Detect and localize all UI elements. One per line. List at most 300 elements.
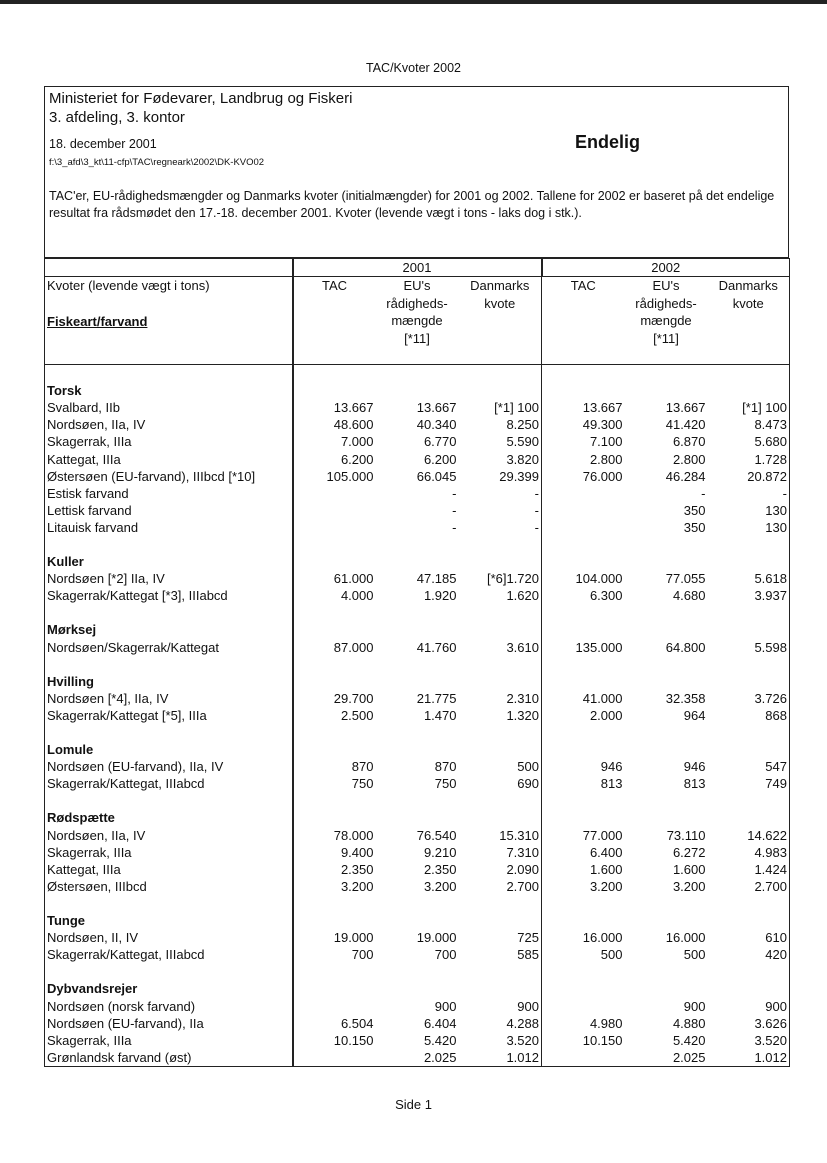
empty-cell	[293, 741, 376, 758]
area-label: Kattegat, IIIa	[47, 451, 121, 467]
ministry-line-2: 3. afdeling, 3. kontor	[49, 109, 185, 126]
spacer-cell	[625, 365, 708, 383]
table-row	[45, 827, 790, 844]
spacer-cell	[542, 536, 625, 553]
value-cell: 2.800	[672, 451, 706, 467]
spacer-cell	[542, 895, 625, 912]
value-cell	[293, 1049, 376, 1067]
value-cell: 73.110	[666, 827, 706, 843]
spacer-cell	[542, 604, 625, 621]
spacer-cell	[459, 604, 542, 621]
value-cell: 3.200	[423, 878, 457, 894]
row-label-header	[45, 277, 293, 365]
value-cell: 3.520	[459, 1032, 542, 1049]
empty-cell	[293, 980, 376, 997]
spacer-row	[45, 792, 790, 809]
value-cell: 4.880	[672, 1015, 706, 1031]
value-cell: 2.700	[754, 878, 787, 894]
value-cell: 10.150	[293, 1032, 376, 1049]
section-heading-row	[45, 741, 790, 758]
value-cell: 725	[459, 929, 542, 946]
spacer-cell	[708, 365, 790, 383]
table-row	[45, 639, 790, 656]
spacer-cell	[293, 536, 376, 553]
value-cell: 20.872	[747, 468, 787, 484]
value-cell: 5.420	[672, 1032, 706, 1048]
value-cell: 3.820	[459, 450, 542, 467]
spacer-cell	[542, 963, 625, 980]
spacer-cell	[45, 365, 293, 383]
spacer-cell	[293, 365, 376, 383]
table-row	[45, 587, 790, 604]
empty-cell	[542, 741, 625, 758]
spacer-cell	[625, 963, 708, 980]
empty-cell	[708, 553, 790, 570]
section-title: Rødspætte	[47, 810, 115, 826]
value-cell: 1.012	[459, 1049, 542, 1067]
value-cell: 19.000	[293, 929, 376, 946]
value-cell: 2.000	[589, 707, 623, 723]
section-heading-row	[45, 553, 790, 570]
value-cell: 5.598	[754, 639, 787, 655]
area-label: Skagerrak, IIIa	[47, 1032, 132, 1048]
value-cell: 29.399	[459, 468, 542, 485]
spacer-cell	[459, 895, 542, 912]
value-cell: 610	[765, 930, 787, 946]
value-cell: 19.000	[416, 930, 457, 946]
value-cell: [*1] 100	[459, 399, 542, 416]
spacer-row	[45, 656, 790, 673]
value-cell: 6.504	[293, 1015, 376, 1032]
empty-cell	[625, 673, 708, 690]
value-cell: 5.590	[459, 433, 542, 450]
value-cell: 13.667	[582, 400, 623, 416]
spacer-cell	[459, 724, 542, 741]
table-body	[45, 365, 790, 1067]
section-title: Lomule	[47, 742, 94, 758]
value-cell: 41.420	[665, 417, 706, 433]
table-row	[45, 844, 790, 861]
value-cell: 66.045	[416, 468, 457, 484]
species-area-label: Fiskeart/farvand	[47, 313, 148, 329]
empty-cell	[542, 553, 625, 570]
section-title: Hvilling	[47, 673, 94, 689]
spacer-cell	[708, 895, 790, 912]
section-title: Torsk	[47, 383, 82, 399]
document-title: TAC/Kvoter 2002	[366, 61, 461, 75]
empty-cell	[459, 553, 542, 570]
value-cell: [*6]1.720	[459, 570, 542, 587]
empty-cell	[625, 912, 708, 929]
value-cell: 61.000	[293, 570, 376, 587]
value-cell	[542, 485, 625, 502]
empty-cell	[625, 809, 708, 826]
value-cell: 1.012	[754, 1049, 787, 1065]
table-row	[45, 929, 790, 946]
empty-cell	[542, 980, 625, 997]
value-cell: 104.000	[575, 571, 623, 587]
value-cell: 700	[434, 947, 457, 963]
col-dk-2001: Danmarks kvote	[459, 277, 542, 365]
ministry-line-1: Ministeriet for Fødevarer, Landbrug og Fiskeri	[49, 90, 353, 107]
value-cell	[293, 997, 376, 1014]
value-cell: 76.000	[582, 468, 623, 484]
table-row	[45, 758, 790, 775]
value-cell: 900	[765, 998, 787, 1014]
table-row	[45, 1032, 790, 1049]
value-cell: 2.700	[459, 878, 542, 895]
value-cell: 13.667	[665, 400, 706, 416]
spacer-cell	[625, 792, 708, 809]
value-cell: 46.284	[665, 468, 706, 484]
value-cell: 9.210	[423, 844, 457, 860]
spacer-cell	[542, 656, 625, 673]
value-cell: 76.540	[416, 827, 457, 843]
unit-label: Kvoter (levende vægt i tons)	[47, 278, 210, 293]
value-cell: 49.300	[582, 417, 623, 433]
value-cell: 3.626	[754, 1015, 787, 1031]
value-cell: 2.350	[293, 861, 376, 878]
value-cell: -	[701, 485, 706, 501]
area-label: Skagerrak/Kattegat [*3], IIIabcd	[47, 588, 228, 604]
value-cell	[542, 997, 625, 1014]
spacer-cell	[459, 536, 542, 553]
value-cell: 3.200	[672, 878, 706, 894]
value-cell: 87.000	[293, 639, 376, 656]
value-cell: 547	[765, 759, 787, 775]
empty-cell	[293, 809, 376, 826]
value-cell: 1.920	[423, 588, 457, 604]
spacer-cell	[625, 895, 708, 912]
value-cell	[293, 519, 376, 536]
value-cell: 4.288	[459, 1015, 542, 1032]
value-cell: 2.350	[423, 861, 457, 877]
section-heading-row	[45, 809, 790, 826]
value-cell: 29.700	[293, 690, 376, 707]
empty-cell	[708, 621, 790, 638]
empty-cell	[459, 673, 542, 690]
area-label: Østersøen, IIIbcd	[47, 878, 147, 894]
spacer-cell	[625, 724, 708, 741]
value-cell: 135.000	[575, 639, 623, 655]
value-cell: 1.424	[754, 861, 787, 877]
quota-table	[44, 258, 790, 1067]
value-cell: 5.680	[754, 434, 787, 450]
value-cell: 350	[683, 502, 706, 518]
value-cell: 15.310	[459, 827, 542, 844]
year-header-blank	[45, 259, 293, 277]
table-row	[45, 690, 790, 707]
value-cell: -	[452, 485, 457, 501]
status-label: Endelig	[575, 132, 641, 152]
section-heading-row	[45, 912, 790, 929]
value-cell: 2.310	[459, 690, 542, 707]
spacer-row	[45, 536, 790, 553]
empty-cell	[376, 382, 459, 399]
area-label: Nordsøen (EU-farvand), IIa, IV	[47, 759, 224, 775]
value-cell: 900	[683, 998, 706, 1014]
value-cell: 41.000	[582, 690, 623, 706]
value-cell: 47.185	[416, 571, 457, 587]
spacer-cell	[459, 365, 542, 383]
value-cell	[293, 485, 376, 502]
spacer-cell	[459, 656, 542, 673]
value-cell: 77.055	[665, 571, 706, 587]
spacer-row	[45, 724, 790, 741]
value-cell: -	[459, 485, 542, 502]
spacer-cell	[45, 604, 293, 621]
year-2001: 2001	[293, 259, 542, 277]
value-cell: 585	[459, 946, 542, 963]
area-label: Svalbard, IIb	[47, 400, 120, 416]
spacer-cell	[376, 604, 459, 621]
value-cell: 7.100	[589, 434, 623, 450]
value-cell: 40.340	[416, 417, 457, 433]
empty-cell	[542, 912, 625, 929]
spacer-cell	[45, 656, 293, 673]
value-cell: 2.090	[459, 861, 542, 878]
value-cell: 750	[434, 776, 457, 792]
empty-cell	[293, 621, 376, 638]
area-label: Skagerrak/Kattegat [*5], IIIa	[47, 707, 207, 723]
empty-cell	[376, 673, 459, 690]
value-cell: -	[459, 519, 542, 536]
spacer-cell	[45, 724, 293, 741]
area-label: Nordsøen, IIa, IV	[47, 417, 146, 433]
area-label: Kattegat, IIIa	[47, 861, 121, 877]
spacer-cell	[45, 792, 293, 809]
spacer-cell	[459, 963, 542, 980]
value-cell: 6.400	[589, 844, 623, 860]
spacer-row	[45, 604, 790, 621]
area-label: Nordsøen [*4], IIa, IV	[47, 690, 169, 706]
value-cell: 4.980	[589, 1015, 623, 1031]
spacer-cell	[708, 536, 790, 553]
value-cell: 3.726	[754, 690, 787, 706]
value-cell: 900	[434, 998, 457, 1014]
empty-cell	[376, 553, 459, 570]
value-cell: 6.200	[423, 451, 457, 467]
table-row	[45, 1015, 790, 1032]
spacer-cell	[542, 365, 625, 383]
spacer-cell	[45, 536, 293, 553]
spacer-cell	[708, 792, 790, 809]
spacer-cell	[45, 963, 293, 980]
value-cell: 6.300	[589, 588, 623, 604]
area-label: Nordsøen (norsk farvand)	[47, 998, 196, 1014]
value-cell: 350	[683, 519, 706, 535]
spacer-cell	[293, 963, 376, 980]
table-row	[45, 878, 790, 895]
spacer-cell	[293, 604, 376, 621]
table-row	[45, 433, 790, 450]
empty-cell	[293, 382, 376, 399]
table-row	[45, 502, 790, 519]
empty-cell	[625, 621, 708, 638]
col-tac-2001: TAC	[293, 277, 376, 365]
value-cell	[293, 502, 376, 519]
value-cell: 13.667	[416, 400, 457, 416]
section-heading-row	[45, 621, 790, 638]
spacer-cell	[376, 724, 459, 741]
spacer-cell	[708, 604, 790, 621]
value-cell: -	[782, 485, 787, 501]
value-cell: 6.200	[293, 450, 376, 467]
value-cell: 41.760	[416, 639, 457, 655]
value-cell: -	[452, 519, 457, 535]
area-label: Nordsøen, II, IV	[47, 930, 139, 946]
page-number: Side 1	[395, 1097, 432, 1112]
value-cell: 4.983	[754, 844, 787, 860]
value-cell: 16.000	[665, 930, 706, 946]
spacer-cell	[376, 365, 459, 383]
value-cell	[542, 502, 625, 519]
empty-cell	[542, 382, 625, 399]
empty-cell	[708, 912, 790, 929]
value-cell: 3.520	[754, 1032, 787, 1048]
value-cell: 2.025	[423, 1049, 457, 1065]
value-cell: 1.728	[754, 451, 787, 467]
value-cell: 77.000	[582, 827, 623, 843]
value-cell: 1.600	[589, 861, 623, 877]
spacer-cell	[293, 724, 376, 741]
value-cell: 32.358	[665, 690, 706, 706]
year-header-row	[45, 259, 790, 277]
section-title: Tunge	[47, 913, 86, 929]
spacer-cell	[459, 792, 542, 809]
empty-cell	[459, 912, 542, 929]
value-cell: 4.000	[293, 587, 376, 604]
empty-cell	[376, 912, 459, 929]
empty-cell	[293, 673, 376, 690]
value-cell: 750	[293, 775, 376, 792]
spacer-cell	[376, 536, 459, 553]
spacer-cell	[293, 895, 376, 912]
table-row	[45, 861, 790, 878]
empty-cell	[542, 809, 625, 826]
value-cell: 813	[600, 776, 623, 792]
empty-cell	[625, 553, 708, 570]
value-cell: 500	[459, 758, 542, 775]
empty-cell	[542, 673, 625, 690]
header-box	[44, 86, 789, 258]
value-cell: 870	[293, 758, 376, 775]
section-heading-row	[45, 673, 790, 690]
value-cell: 7.310	[459, 844, 542, 861]
value-cell: 5.420	[423, 1032, 457, 1048]
area-label: Østersøen (EU-farvand), IIIbcd [*10]	[47, 468, 256, 484]
value-cell: 3.200	[293, 878, 376, 895]
spacer-cell	[708, 724, 790, 741]
value-cell: 2.500	[293, 707, 376, 724]
value-cell: 6.404	[423, 1015, 457, 1031]
area-label: Skagerrak, IIIa	[47, 434, 132, 450]
spacer-cell	[708, 656, 790, 673]
area-label: Estisk farvand	[47, 485, 129, 501]
value-cell: 6.870	[672, 434, 706, 450]
value-cell: 14.622	[747, 827, 787, 843]
value-cell: 1.320	[459, 707, 542, 724]
spacer-cell	[542, 724, 625, 741]
spacer-cell	[293, 656, 376, 673]
spacer-cell	[542, 792, 625, 809]
spacer-cell	[376, 792, 459, 809]
spacer-cell	[625, 536, 708, 553]
table-row	[45, 997, 790, 1014]
value-cell: 500	[600, 947, 623, 963]
value-cell: 1.470	[423, 707, 457, 723]
empty-cell	[625, 980, 708, 997]
value-cell: 7.000	[293, 433, 376, 450]
table-row	[45, 707, 790, 724]
value-cell: 2.025	[672, 1049, 706, 1065]
column-header-row	[45, 277, 790, 365]
value-cell: 13.667	[293, 399, 376, 416]
area-label: Skagerrak, IIIa	[47, 844, 132, 860]
empty-cell	[459, 980, 542, 997]
table-row	[45, 416, 790, 433]
section-title: Dybvandsrejer	[47, 981, 138, 997]
section-title: Kuller	[47, 554, 84, 570]
area-label: Nordsøen [*2] IIa, IV	[47, 571, 165, 587]
value-cell: 3.937	[754, 588, 787, 604]
area-label: Litauisk farvand	[47, 519, 139, 535]
scan-top-edge	[0, 0, 827, 4]
empty-cell	[376, 741, 459, 758]
empty-cell	[376, 809, 459, 826]
empty-cell	[625, 382, 708, 399]
empty-cell	[625, 741, 708, 758]
value-cell: 64.800	[665, 639, 706, 655]
value-cell: 130	[765, 502, 787, 518]
area-label: Skagerrak/Kattegat, IIIabcd	[47, 947, 205, 963]
table-row	[45, 775, 790, 792]
col-dk-2002: Danmarks kvote	[708, 277, 790, 365]
year-2002: 2002	[542, 259, 790, 277]
value-cell: 8.473	[754, 417, 787, 433]
value-cell: 48.600	[293, 416, 376, 433]
value-cell: 420	[765, 947, 787, 963]
value-cell: 1.620	[459, 587, 542, 604]
value-cell: 870	[434, 759, 457, 775]
value-cell: 964	[683, 707, 706, 723]
empty-cell	[293, 553, 376, 570]
document-date: 18. december 2001	[49, 137, 157, 151]
value-cell: 2.800	[589, 451, 623, 467]
empty-cell	[708, 809, 790, 826]
col-eu-2002: EU's rådigheds- mængde [*11]	[625, 277, 708, 365]
value-cell: 8.250	[459, 416, 542, 433]
section-heading-row	[45, 382, 790, 399]
value-cell: 1.600	[672, 861, 706, 877]
value-cell: [*1] 100	[742, 400, 787, 416]
empty-cell	[542, 621, 625, 638]
spacer-cell	[376, 963, 459, 980]
col-eu-2001: EU's rådigheds- mængde [*11]	[376, 277, 459, 365]
spacer-cell	[376, 656, 459, 673]
section-heading-row	[45, 980, 790, 997]
value-cell: 3.200	[589, 878, 623, 894]
area-label: Lettisk farvand	[47, 502, 132, 518]
area-label: Nordsøen, IIa, IV	[47, 827, 146, 843]
value-cell: 3.610	[459, 639, 542, 656]
value-cell: 900	[459, 997, 542, 1014]
empty-cell	[459, 382, 542, 399]
value-cell: 749	[765, 776, 787, 792]
spacer-row	[45, 365, 790, 383]
value-cell: 4.680	[672, 588, 706, 604]
empty-cell	[708, 673, 790, 690]
